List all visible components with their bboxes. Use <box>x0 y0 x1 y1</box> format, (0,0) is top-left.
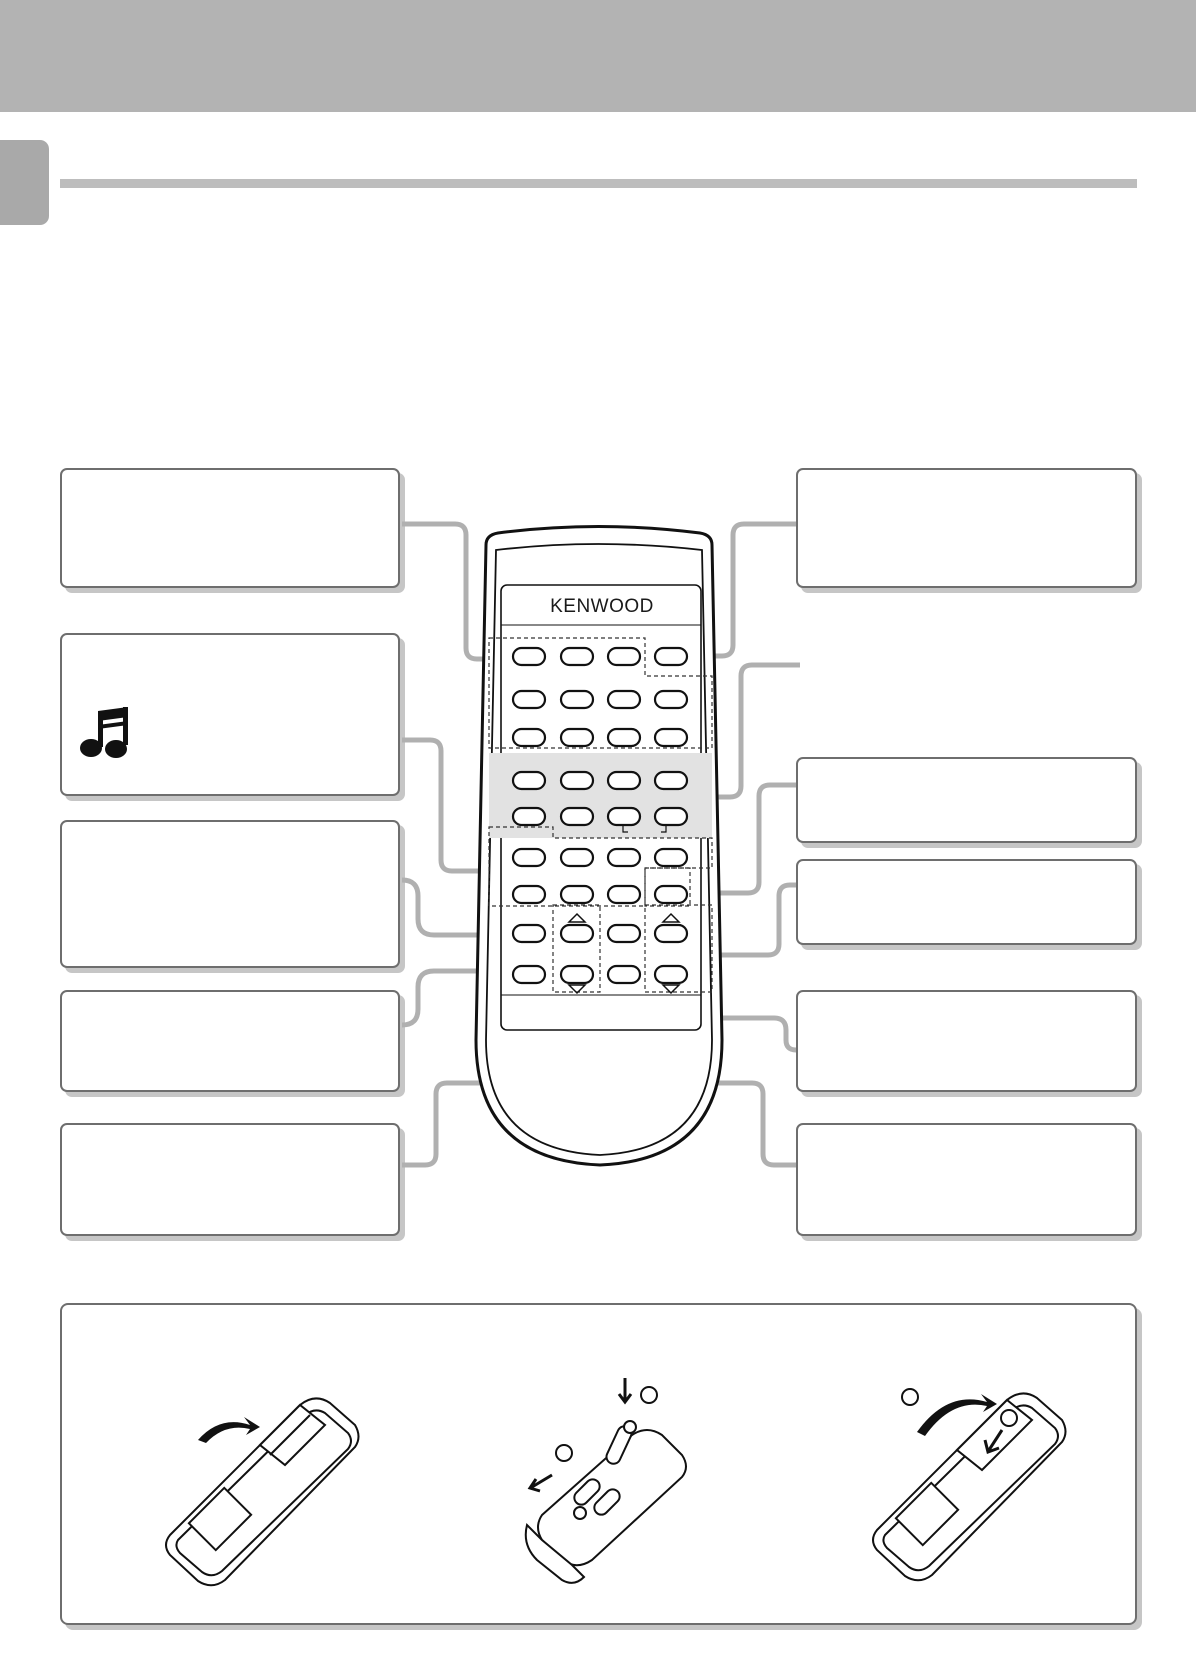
remote-button[interactable] <box>655 925 687 942</box>
remote-button[interactable] <box>655 772 687 789</box>
battery-step-2-illustration <box>512 1375 712 1605</box>
remote-button[interactable] <box>513 966 545 983</box>
remote-button[interactable] <box>608 925 640 942</box>
battery-step-1-illustration <box>150 1385 380 1595</box>
remote-button[interactable] <box>655 808 687 825</box>
remote-button[interactable] <box>608 772 640 789</box>
remote-button[interactable] <box>608 729 640 746</box>
remote-button[interactable] <box>655 849 687 866</box>
remote-button[interactable] <box>608 966 640 983</box>
remote-button[interactable] <box>513 729 545 746</box>
remote-button[interactable] <box>513 886 545 903</box>
brand-logo: KENWOOD <box>550 596 654 617</box>
remote-button[interactable] <box>608 691 640 708</box>
remote-body <box>476 527 722 1166</box>
remote-button[interactable] <box>561 691 593 708</box>
remote-button[interactable] <box>513 808 545 825</box>
remote-button[interactable] <box>513 849 545 866</box>
remote-button[interactable] <box>655 966 687 983</box>
remote-button[interactable] <box>561 648 593 665</box>
remote-button[interactable] <box>513 772 545 789</box>
remote-button[interactable] <box>513 691 545 708</box>
remote-button[interactable] <box>608 886 640 903</box>
battery-panel <box>60 1303 1137 1625</box>
battery-step-3-illustration <box>857 1370 1087 1590</box>
remote-button[interactable] <box>561 849 593 866</box>
remote-button[interactable] <box>608 808 640 825</box>
remote-button[interactable] <box>655 648 687 665</box>
remote-button[interactable] <box>561 808 593 825</box>
remote-button[interactable] <box>561 925 593 942</box>
remote-button[interactable] <box>655 729 687 746</box>
curved-arrow-icon <box>198 1417 260 1443</box>
remote-button[interactable] <box>608 648 640 665</box>
remote-button[interactable] <box>608 849 640 866</box>
remote-button[interactable] <box>655 691 687 708</box>
remote-button[interactable] <box>561 966 593 983</box>
remote-button[interactable] <box>561 886 593 903</box>
remote-button[interactable] <box>513 925 545 942</box>
remote-button[interactable] <box>513 648 545 665</box>
remote-button[interactable] <box>561 772 593 789</box>
remote-button[interactable] <box>655 886 687 903</box>
remote-button[interactable] <box>561 729 593 746</box>
